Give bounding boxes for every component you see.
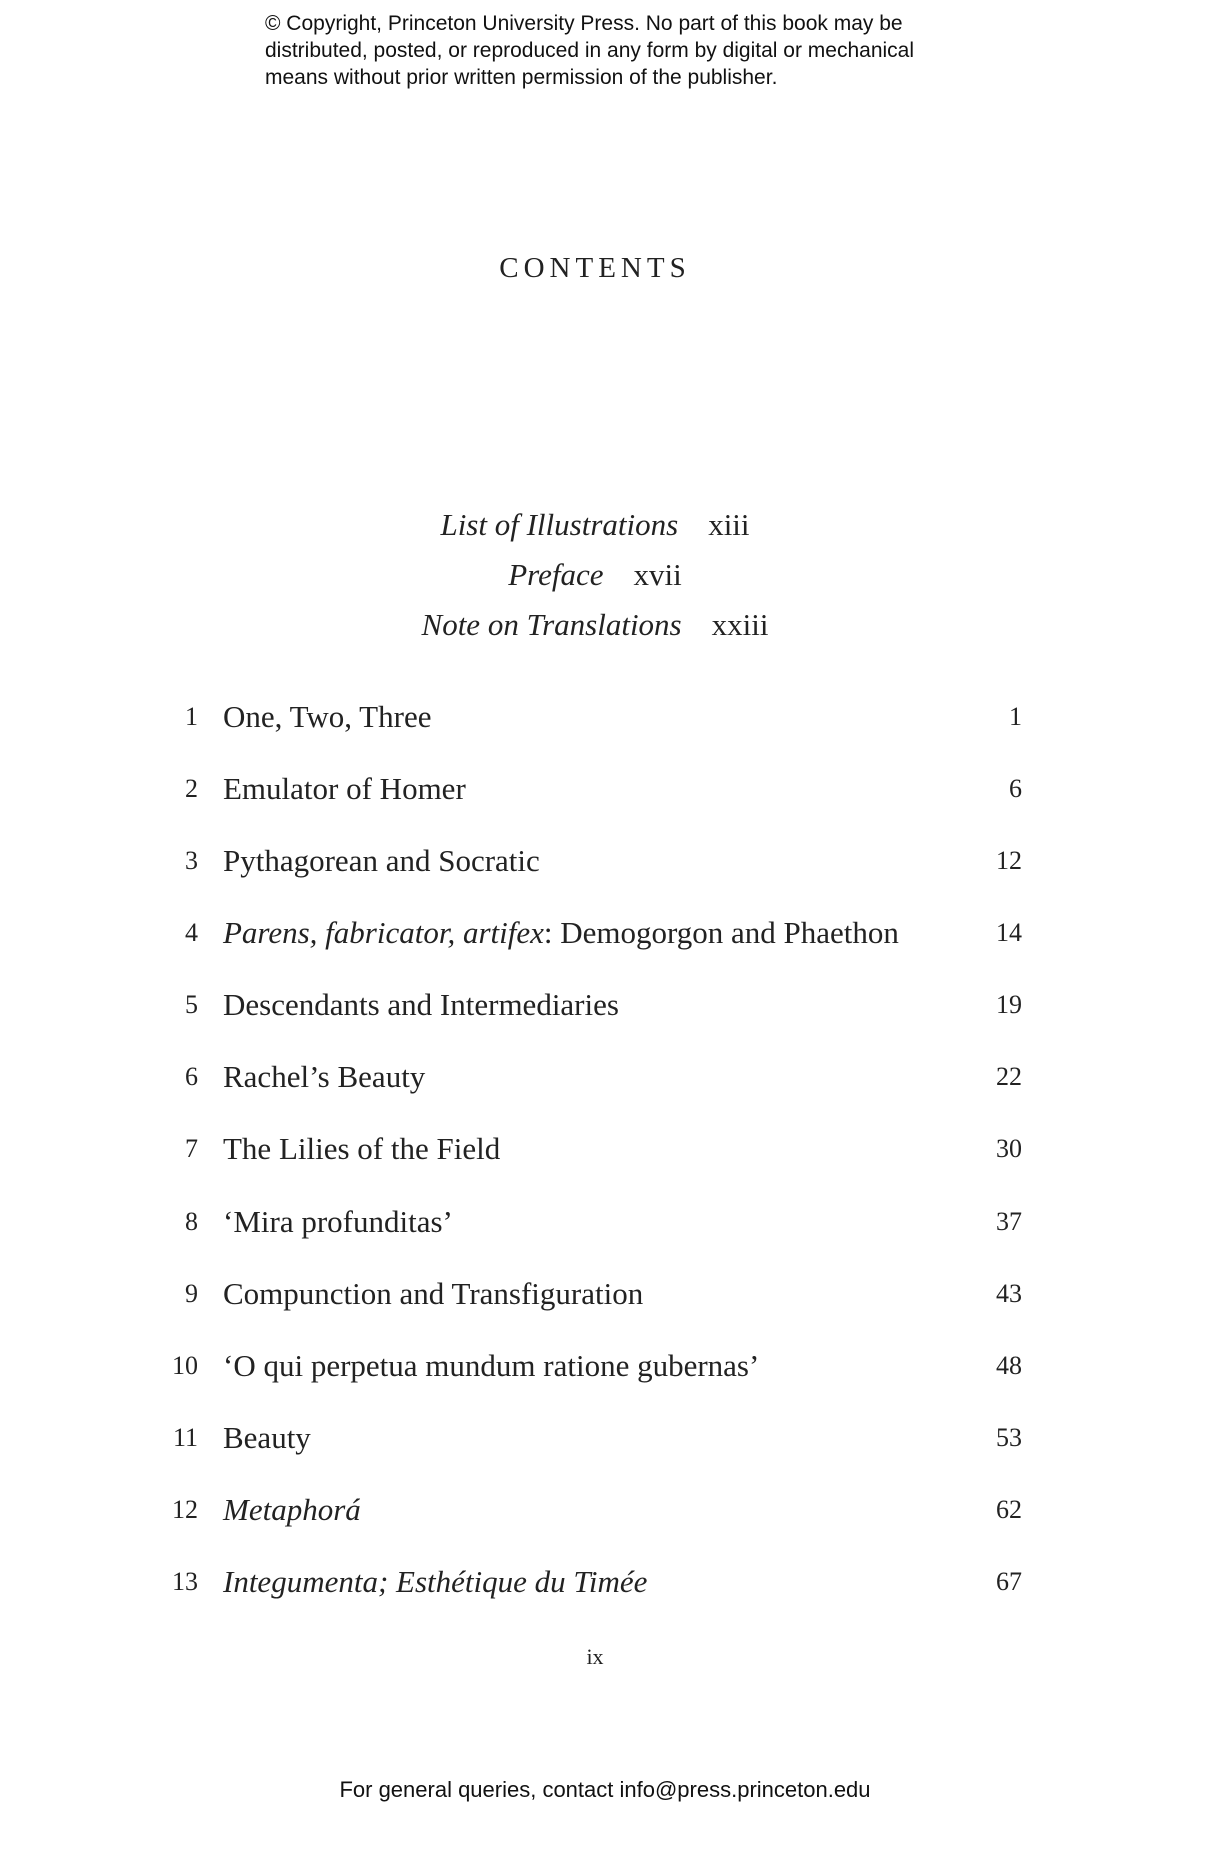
front-matter-label: Preface xyxy=(508,557,604,592)
chapter-entry[interactable] xyxy=(0,1204,1225,1244)
chapter-number: 2 xyxy=(185,774,198,803)
chapter-entry[interactable] xyxy=(0,915,1225,955)
chapter-entry[interactable] xyxy=(0,771,1225,811)
chapter-page: 6 xyxy=(1009,774,1022,803)
chapter-title: Compunction and Transfiguration xyxy=(223,1276,644,1311)
chapter-title: Metaphorá xyxy=(223,1492,361,1527)
chapter-number: 13 xyxy=(172,1567,198,1596)
front-matter-page: xxiii xyxy=(711,607,769,642)
chapter-number: 5 xyxy=(185,990,198,1019)
chapter-entry[interactable] xyxy=(0,1492,1225,1532)
chapter-number: 12 xyxy=(172,1495,198,1524)
chapter-entry[interactable] xyxy=(0,1348,1225,1388)
chapter-title: The Lilies of the Field xyxy=(223,1131,501,1166)
chapter-title: ‘Mira profunditas’ xyxy=(223,1204,453,1239)
chapter-entry[interactable] xyxy=(0,1420,1225,1460)
chapter-title: Parens, fabricator, artifex: Demogorgon and Phaethon xyxy=(223,915,899,950)
chapter-page: 30 xyxy=(996,1134,1022,1163)
chapter-title: Descendants and Intermediaries xyxy=(223,987,619,1022)
copyright-line: means without prior written permission of the publisher. xyxy=(265,66,778,89)
chapter-title: Beauty xyxy=(223,1420,311,1455)
chapter-entry[interactable] xyxy=(0,843,1225,883)
page-folio: ix xyxy=(586,1644,604,1669)
front-matter-entry[interactable] xyxy=(0,607,1190,643)
chapter-title: Integumenta; Esthétique du Timée xyxy=(223,1564,648,1599)
chapter-entry[interactable] xyxy=(0,1059,1225,1099)
chapter-number: 9 xyxy=(185,1279,198,1308)
chapter-page: 12 xyxy=(996,846,1022,875)
front-matter-entry[interactable] xyxy=(0,507,1190,543)
chapter-number: 4 xyxy=(185,918,198,947)
chapter-entry[interactable] xyxy=(0,1276,1225,1316)
footer-contact: For general queries, contact info@press.princeton.edu xyxy=(339,1777,871,1802)
front-matter-page: xvii xyxy=(633,557,682,592)
chapter-title: Emulator of Homer xyxy=(223,771,466,806)
chapter-page: 22 xyxy=(996,1062,1022,1091)
chapter-title: One, Two, Three xyxy=(223,699,432,734)
front-matter-label: Note on Translations xyxy=(421,607,682,642)
front-matter-page: xiii xyxy=(708,507,750,542)
chapter-page: 43 xyxy=(996,1279,1022,1308)
chapter-page: 19 xyxy=(996,990,1022,1019)
chapter-page: 1 xyxy=(1009,702,1022,731)
chapter-page: 62 xyxy=(996,1495,1022,1524)
copyright-line: © Copyright, Princeton University Press. No part of this book may be xyxy=(265,12,903,35)
chapter-number: 7 xyxy=(185,1134,198,1163)
front-matter-label: List of Illustrations xyxy=(440,507,679,542)
chapter-page: 67 xyxy=(996,1567,1022,1596)
chapter-title: ‘O qui perpetua mundum ratione gubernas’ xyxy=(223,1348,760,1383)
chapter-number: 1 xyxy=(185,702,198,731)
chapter-number: 10 xyxy=(172,1351,198,1380)
chapter-entry[interactable] xyxy=(0,987,1225,1027)
front-matter-entry[interactable] xyxy=(0,557,1190,593)
chapter-title: Rachel’s Beauty xyxy=(223,1059,426,1094)
chapter-number: 11 xyxy=(172,1423,198,1452)
chapter-page: 53 xyxy=(996,1423,1022,1452)
chapter-page: 14 xyxy=(996,918,1022,947)
chapter-number: 6 xyxy=(185,1062,198,1091)
chapter-entry[interactable] xyxy=(0,1564,1225,1604)
copyright-notice xyxy=(265,10,985,91)
chapter-title: Pythagorean and Socratic xyxy=(223,843,540,878)
chapter-page: 48 xyxy=(996,1351,1022,1380)
chapter-number: 3 xyxy=(185,846,198,875)
chapter-entry[interactable] xyxy=(0,1131,1225,1171)
chapter-page: 37 xyxy=(996,1207,1022,1236)
contents-heading: CONTENTS xyxy=(499,252,691,284)
chapter-number: 8 xyxy=(185,1207,198,1236)
chapter-entry[interactable] xyxy=(0,699,1225,739)
copyright-line: distributed, posted, or reproduced in any form by digital or mechanical xyxy=(265,39,915,62)
